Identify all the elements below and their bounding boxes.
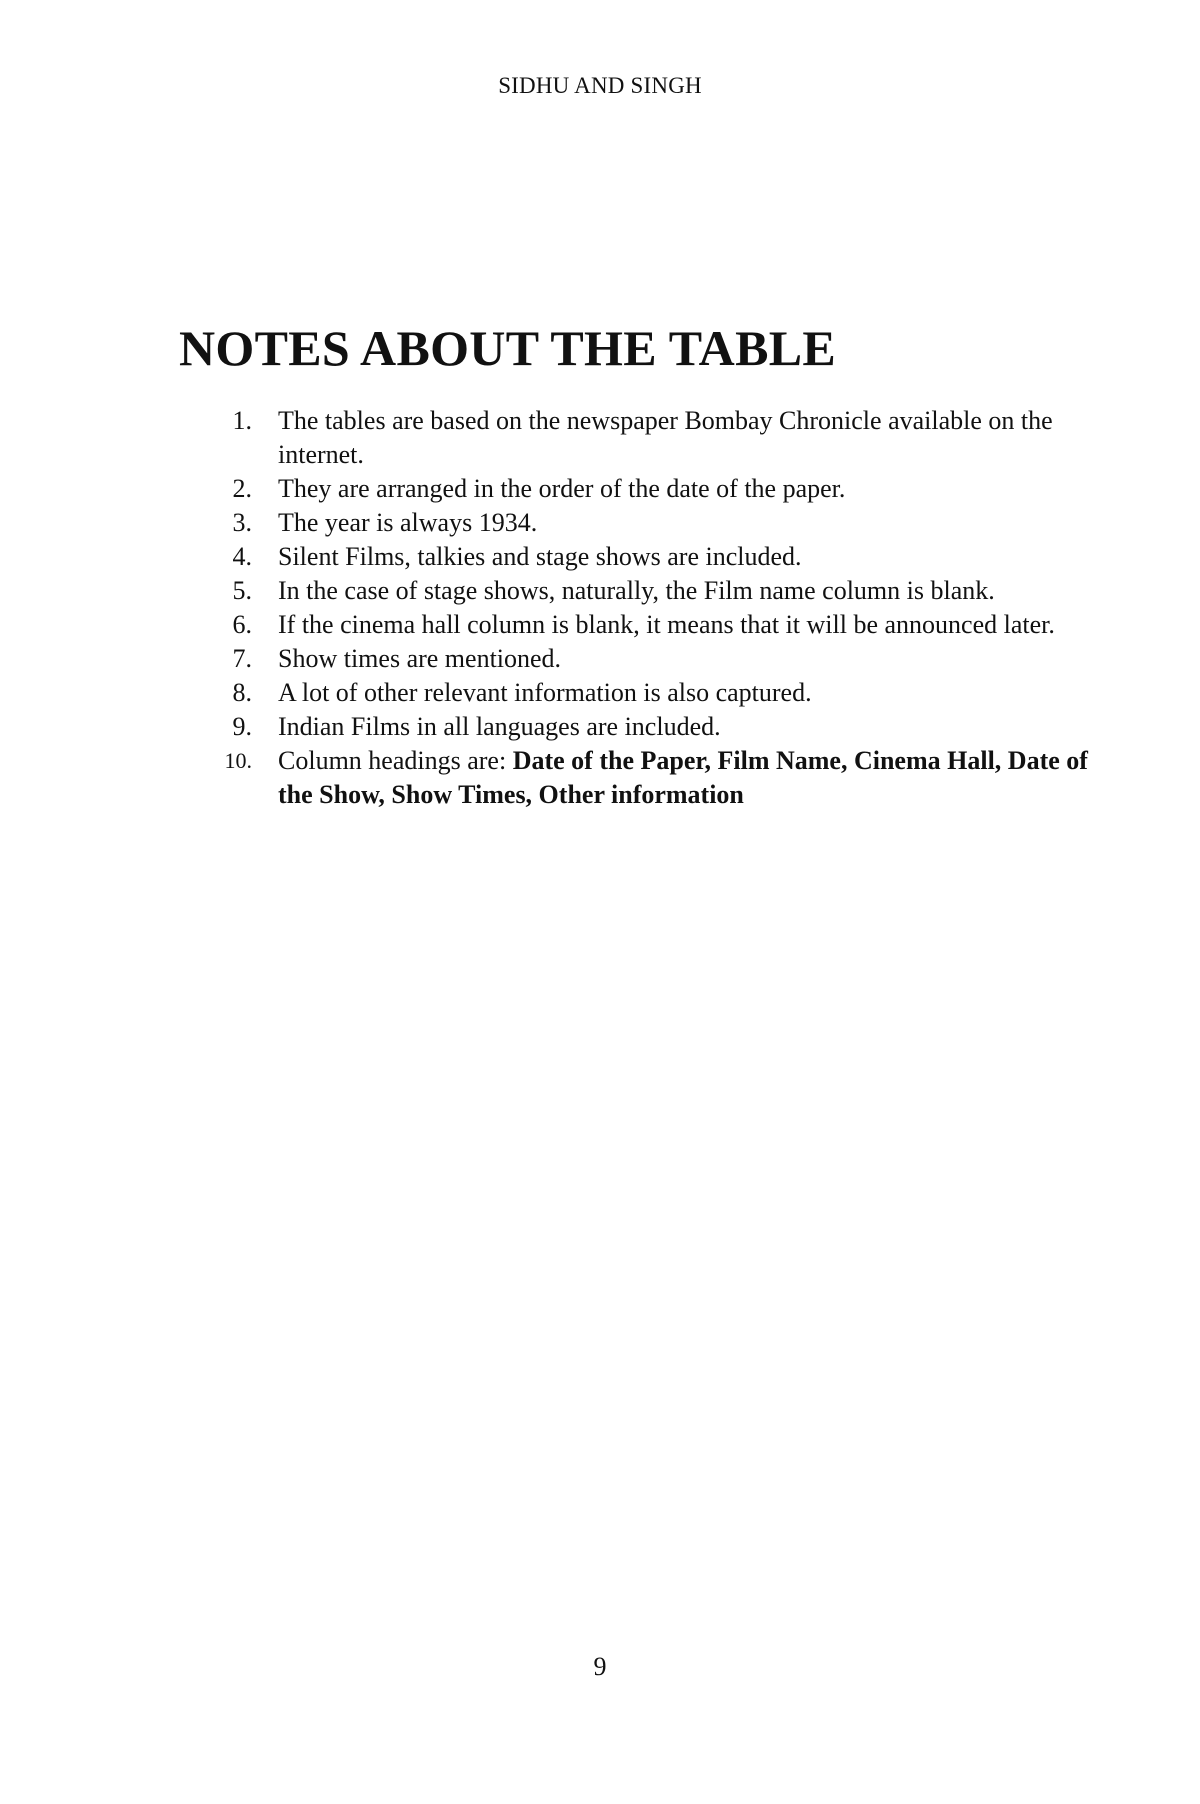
column-headings-bold-text: Date of the Paper, Film Name, Cinema Hall, Date of the Show, Show Times, Other information — [278, 746, 1088, 809]
list-item — [200, 540, 1100, 574]
list-item-number: 10. — [224, 748, 252, 773]
list-item — [200, 642, 1100, 676]
list-item — [200, 472, 1100, 506]
list-item-text: The year is always 1934. — [278, 508, 538, 537]
page-title: NOTES ABOUT THE TABLE — [179, 320, 837, 376]
list-item-text: If the cinema hall column is blank, it means that it will be announced later. — [278, 610, 1055, 639]
list-item-number: 7. — [232, 644, 252, 673]
list-item-text: Column headings are: — [278, 746, 513, 775]
list-item — [200, 608, 1100, 642]
list-item-number: 2. — [232, 474, 252, 503]
list-item-number: 3. — [232, 508, 252, 537]
list-item-number: 4. — [232, 542, 252, 571]
list-item-number: 6. — [232, 610, 252, 639]
list-item — [200, 744, 1100, 812]
list-item-text: Indian Films in all languages are included. — [278, 712, 721, 741]
running-header: SIDHU AND SINGH — [498, 73, 702, 98]
list-item — [200, 506, 1100, 540]
list-item-text: A lot of other relevant information is also captured. — [278, 678, 812, 707]
list-item-number: 1. — [232, 406, 252, 435]
list-item-number: 9. — [232, 712, 252, 741]
list-item-text: Silent Films, talkies and stage shows are included. — [278, 542, 802, 571]
list-item-text: In the case of stage shows, naturally, the Film name column is blank. — [278, 576, 995, 605]
list-item-number: 5. — [232, 576, 252, 605]
list-item — [200, 676, 1100, 710]
page-number: 9 — [593, 1652, 607, 1681]
list-item-text: Show times are mentioned. — [278, 644, 562, 673]
notes-list — [200, 404, 1100, 812]
list-item — [200, 404, 1100, 472]
list-item — [200, 574, 1100, 608]
list-item-text: They are arranged in the order of the date of the paper. — [278, 474, 846, 503]
list-item-text: The tables are based on the newspaper Bombay Chronicle available on the internet. — [278, 406, 1053, 469]
list-item-number: 8. — [232, 678, 252, 707]
list-item — [200, 710, 1100, 744]
